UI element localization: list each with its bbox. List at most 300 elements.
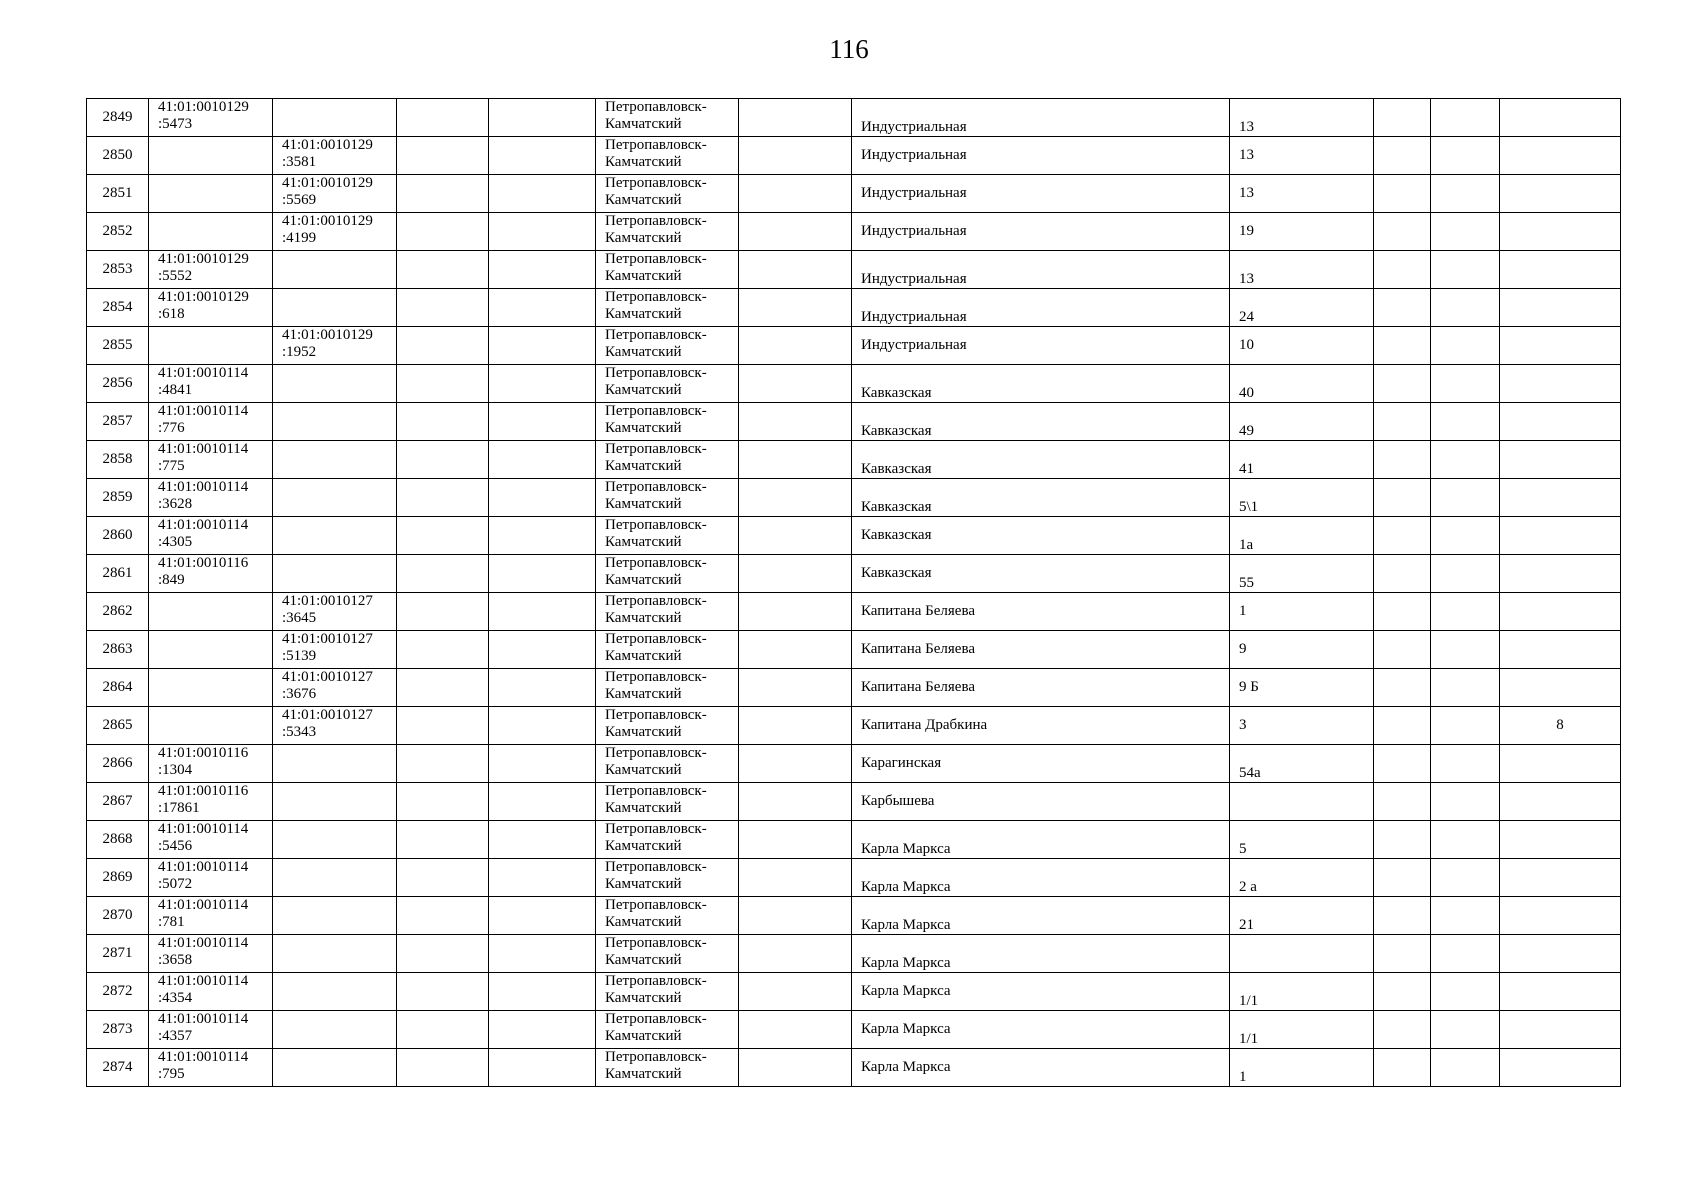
empty-cell — [1374, 897, 1431, 935]
cadastral-number-line: :3645 — [282, 610, 317, 626]
table-row — [87, 935, 1621, 973]
table-row — [87, 289, 1621, 327]
street-cell: Индустриальная — [852, 327, 1230, 365]
cadastral-number-cell — [149, 707, 273, 745]
table-row — [87, 1011, 1621, 1049]
house-number-cell: 3 — [1230, 707, 1374, 745]
city-line: Петропавловск- — [605, 517, 707, 533]
city-cell — [596, 441, 739, 479]
house-number-cell: 2 а — [1230, 859, 1374, 897]
city-line: Петропавловск- — [605, 289, 707, 305]
empty-cell — [1374, 441, 1431, 479]
cadastral-number-line: :3676 — [282, 686, 317, 702]
cadastral-number-alt-cell — [273, 251, 397, 289]
empty-cell — [1374, 251, 1431, 289]
city-line: Петропавловск- — [605, 555, 707, 571]
city-line: Камчатский — [605, 306, 682, 322]
street-cell: Капитана Драбкина — [852, 707, 1230, 745]
street-cell: Карла Маркса — [852, 973, 1230, 1011]
city-cell — [596, 327, 739, 365]
city-cell — [596, 859, 739, 897]
row-number: 2865 — [87, 707, 149, 745]
cadastral-number-cell — [149, 821, 273, 859]
row-number: 2874 — [87, 1049, 149, 1087]
extra-value-cell — [1500, 479, 1621, 517]
empty-cell — [1431, 973, 1500, 1011]
cadastral-number-line: :5569 — [282, 192, 317, 208]
page-number: 116 — [829, 34, 869, 64]
street-cell: Карла Маркса — [852, 897, 1230, 935]
empty-cell — [1431, 137, 1500, 175]
city-cell — [596, 175, 739, 213]
empty-cell — [397, 593, 489, 631]
cadastral-number-alt-cell — [273, 593, 397, 631]
extra-value-cell — [1500, 365, 1621, 403]
house-number-cell — [1230, 935, 1374, 973]
row-number: 2860 — [87, 517, 149, 555]
cadastral-number-line: :776 — [158, 420, 185, 436]
extra-value-cell — [1500, 555, 1621, 593]
empty-cell — [397, 213, 489, 251]
empty-cell — [397, 745, 489, 783]
cadastral-number-alt-cell — [273, 783, 397, 821]
city-line: Петропавловск- — [605, 897, 707, 913]
cadastral-number-alt-cell — [273, 897, 397, 935]
city-line: Камчатский — [605, 990, 682, 1006]
empty-cell — [739, 441, 852, 479]
city-line: Петропавловск- — [605, 441, 707, 457]
street-cell: Капитана Беляева — [852, 593, 1230, 631]
cadastral-number-line: 41:01:0010116 — [158, 555, 249, 571]
street-cell: Карагинская — [852, 745, 1230, 783]
extra-value-cell — [1500, 821, 1621, 859]
house-number-cell: 1а — [1230, 517, 1374, 555]
cadastral-number-line: 41:01:0010114 — [158, 859, 249, 875]
street-cell: Капитана Беляева — [852, 669, 1230, 707]
extra-value-cell — [1500, 327, 1621, 365]
row-number: 2869 — [87, 859, 149, 897]
empty-cell — [1374, 403, 1431, 441]
empty-cell — [397, 403, 489, 441]
empty-cell — [1431, 631, 1500, 669]
registry-table — [86, 98, 1621, 1087]
extra-value-cell — [1500, 935, 1621, 973]
cadastral-number-cell — [149, 517, 273, 555]
row-number: 2855 — [87, 327, 149, 365]
empty-cell — [1431, 99, 1500, 137]
empty-cell — [397, 175, 489, 213]
cadastral-number-line: 41:01:0010114 — [158, 973, 249, 989]
cadastral-number-line: :4841 — [158, 382, 193, 398]
empty-cell — [739, 935, 852, 973]
cadastral-number-line: :4357 — [158, 1028, 193, 1044]
city-line: Камчатский — [605, 116, 682, 132]
cadastral-number-line: :3581 — [282, 154, 317, 170]
cadastral-number-alt-cell — [273, 669, 397, 707]
cadastral-number-cell — [149, 935, 273, 973]
empty-cell — [397, 631, 489, 669]
table-row — [87, 897, 1621, 935]
house-number-cell: 41 — [1230, 441, 1374, 479]
city-line: Петропавловск- — [605, 251, 707, 267]
street-cell: Карбышева — [852, 783, 1230, 821]
empty-cell — [739, 631, 852, 669]
cadastral-number-line: :5343 — [282, 724, 317, 740]
city-line: Петропавловск- — [605, 1049, 707, 1065]
empty-cell — [739, 1049, 852, 1087]
cadastral-number-cell — [149, 669, 273, 707]
city-line: Камчатский — [605, 610, 682, 626]
city-line: Петропавловск- — [605, 99, 707, 115]
cadastral-number-line: :4305 — [158, 534, 193, 550]
empty-cell — [489, 213, 596, 251]
house-number-cell: 19 — [1230, 213, 1374, 251]
empty-cell — [397, 783, 489, 821]
cadastral-number-line: 41:01:0010129 — [158, 289, 249, 305]
extra-value-cell — [1500, 669, 1621, 707]
cadastral-number-cell — [149, 745, 273, 783]
empty-cell — [739, 365, 852, 403]
house-number-cell — [1230, 783, 1374, 821]
empty-cell — [489, 289, 596, 327]
city-line: Камчатский — [605, 458, 682, 474]
row-number: 2868 — [87, 821, 149, 859]
empty-cell — [1431, 669, 1500, 707]
row-number: 2862 — [87, 593, 149, 631]
empty-cell — [397, 669, 489, 707]
empty-cell — [739, 669, 852, 707]
cadastral-number-line: 41:01:0010129 — [282, 175, 373, 191]
street-cell: Кавказская — [852, 517, 1230, 555]
empty-cell — [1374, 631, 1431, 669]
row-number: 2873 — [87, 1011, 149, 1049]
house-number-cell: 13 — [1230, 175, 1374, 213]
empty-cell — [1431, 897, 1500, 935]
house-number-cell: 54а — [1230, 745, 1374, 783]
city-cell — [596, 251, 739, 289]
empty-cell — [397, 973, 489, 1011]
row-number: 2857 — [87, 403, 149, 441]
cadastral-number-alt-cell — [273, 99, 397, 137]
empty-cell — [1374, 555, 1431, 593]
cadastral-number-line: :775 — [158, 458, 185, 474]
empty-cell — [489, 859, 596, 897]
city-line: Петропавловск- — [605, 745, 707, 761]
city-line: Камчатский — [605, 686, 682, 702]
cadastral-number-alt-cell — [273, 973, 397, 1011]
extra-value-cell — [1500, 783, 1621, 821]
empty-cell — [397, 859, 489, 897]
cadastral-number-line: :17861 — [158, 800, 200, 816]
empty-cell — [489, 403, 596, 441]
empty-cell — [489, 175, 596, 213]
city-line: Камчатский — [605, 724, 682, 740]
empty-cell — [1374, 859, 1431, 897]
empty-cell — [739, 137, 852, 175]
empty-cell — [1374, 365, 1431, 403]
empty-cell — [489, 821, 596, 859]
cadastral-number-line: 41:01:0010129 — [282, 213, 373, 229]
empty-cell — [1431, 327, 1500, 365]
empty-cell — [489, 935, 596, 973]
cadastral-number-alt-cell — [273, 707, 397, 745]
empty-cell — [397, 479, 489, 517]
cadastral-number-cell — [149, 365, 273, 403]
empty-cell — [489, 783, 596, 821]
empty-cell — [1431, 1049, 1500, 1087]
table-row — [87, 973, 1621, 1011]
cadastral-number-line: :3628 — [158, 496, 193, 512]
empty-cell — [739, 745, 852, 783]
street-cell: Индустриальная — [852, 175, 1230, 213]
extra-value-cell — [1500, 213, 1621, 251]
table-row — [87, 707, 1621, 745]
empty-cell — [489, 441, 596, 479]
city-line: Камчатский — [605, 572, 682, 588]
street-cell: Карла Маркса — [852, 1011, 1230, 1049]
extra-value-cell — [1500, 175, 1621, 213]
cadastral-number-cell — [149, 973, 273, 1011]
row-number: 2853 — [87, 251, 149, 289]
cadastral-number-alt-cell — [273, 213, 397, 251]
table-row — [87, 365, 1621, 403]
street-cell: Кавказская — [852, 555, 1230, 593]
empty-cell — [739, 251, 852, 289]
empty-cell — [739, 859, 852, 897]
city-cell — [596, 555, 739, 593]
cadastral-number-alt-cell — [273, 403, 397, 441]
cadastral-number-cell — [149, 175, 273, 213]
city-line: Камчатский — [605, 268, 682, 284]
cadastral-number-cell — [149, 327, 273, 365]
empty-cell — [1431, 517, 1500, 555]
city-line: Петропавловск- — [605, 593, 707, 609]
city-cell — [596, 897, 739, 935]
city-line: Камчатский — [605, 838, 682, 854]
row-number: 2859 — [87, 479, 149, 517]
city-line: Петропавловск- — [605, 213, 707, 229]
cadastral-number-alt-cell — [273, 745, 397, 783]
street-cell: Капитана Беляева — [852, 631, 1230, 669]
cadastral-number-alt-cell — [273, 631, 397, 669]
empty-cell — [1431, 745, 1500, 783]
row-number: 2871 — [87, 935, 149, 973]
empty-cell — [489, 593, 596, 631]
empty-cell — [1431, 821, 1500, 859]
cadastral-number-cell — [149, 1011, 273, 1049]
street-cell: Индустриальная — [852, 137, 1230, 175]
empty-cell — [1374, 137, 1431, 175]
empty-cell — [1431, 251, 1500, 289]
city-cell — [596, 669, 739, 707]
table-row — [87, 137, 1621, 175]
house-number-cell: 13 — [1230, 137, 1374, 175]
city-cell — [596, 821, 739, 859]
house-number-cell: 9 Б — [1230, 669, 1374, 707]
city-line: Петропавловск- — [605, 821, 707, 837]
cadastral-number-cell — [149, 631, 273, 669]
cadastral-number-line: 41:01:0010114 — [158, 441, 249, 457]
house-number-cell: 49 — [1230, 403, 1374, 441]
extra-value-cell — [1500, 517, 1621, 555]
cadastral-number-line: :5552 — [158, 268, 193, 284]
cadastral-number-alt-cell — [273, 859, 397, 897]
cadastral-number-line: 41:01:0010116 — [158, 745, 249, 761]
empty-cell — [1374, 175, 1431, 213]
empty-cell — [489, 517, 596, 555]
empty-cell — [1431, 441, 1500, 479]
empty-cell — [489, 897, 596, 935]
cadastral-number-line: 41:01:0010114 — [158, 1011, 249, 1027]
empty-cell — [397, 365, 489, 403]
table-row — [87, 99, 1621, 137]
street-cell: Индустриальная — [852, 251, 1230, 289]
row-number: 2867 — [87, 783, 149, 821]
row-number: 2851 — [87, 175, 149, 213]
empty-cell — [739, 175, 852, 213]
extra-value-cell — [1500, 403, 1621, 441]
cadastral-number-line: 41:01:0010129 — [158, 251, 249, 267]
cadastral-number-cell — [149, 251, 273, 289]
city-cell — [596, 745, 739, 783]
empty-cell — [489, 1011, 596, 1049]
cadastral-number-line: 41:01:0010114 — [158, 517, 249, 533]
house-number-cell: 5\1 — [1230, 479, 1374, 517]
cadastral-number-cell — [149, 99, 273, 137]
cadastral-number-line: 41:01:0010114 — [158, 365, 249, 381]
extra-value-cell — [1500, 441, 1621, 479]
empty-cell — [489, 479, 596, 517]
empty-cell — [1374, 479, 1431, 517]
city-cell — [596, 517, 739, 555]
empty-cell — [739, 479, 852, 517]
table-row — [87, 745, 1621, 783]
city-cell — [596, 213, 739, 251]
cadastral-number-line: :5072 — [158, 876, 193, 892]
city-cell — [596, 1011, 739, 1049]
empty-cell — [397, 1049, 489, 1087]
cadastral-number-line: 41:01:0010129 — [282, 137, 373, 153]
street-cell: Кавказская — [852, 479, 1230, 517]
empty-cell — [489, 555, 596, 593]
empty-cell — [1431, 1011, 1500, 1049]
city-line: Петропавловск- — [605, 783, 707, 799]
empty-cell — [489, 327, 596, 365]
empty-cell — [739, 707, 852, 745]
city-line: Петропавловск- — [605, 403, 707, 419]
street-cell: Кавказская — [852, 365, 1230, 403]
empty-cell — [1374, 517, 1431, 555]
table-row — [87, 821, 1621, 859]
house-number-cell: 1/1 — [1230, 973, 1374, 1011]
empty-cell — [489, 669, 596, 707]
empty-cell — [489, 365, 596, 403]
street-cell: Карла Маркса — [852, 859, 1230, 897]
empty-cell — [397, 99, 489, 137]
street-cell: Индустриальная — [852, 289, 1230, 327]
empty-cell — [739, 213, 852, 251]
cadastral-number-cell — [149, 137, 273, 175]
city-cell — [596, 935, 739, 973]
empty-cell — [1431, 935, 1500, 973]
cadastral-number-line: 41:01:0010129 — [282, 327, 373, 343]
extra-value-cell — [1500, 973, 1621, 1011]
empty-cell — [739, 99, 852, 137]
row-number: 2858 — [87, 441, 149, 479]
empty-cell — [1431, 859, 1500, 897]
cadastral-number-line: :4354 — [158, 990, 193, 1006]
extra-value-cell — [1500, 745, 1621, 783]
extra-value-cell — [1500, 99, 1621, 137]
city-line: Камчатский — [605, 762, 682, 778]
empty-cell — [1374, 99, 1431, 137]
table-row — [87, 631, 1621, 669]
city-line: Камчатский — [605, 534, 682, 550]
house-number-cell: 10 — [1230, 327, 1374, 365]
city-line: Камчатский — [605, 420, 682, 436]
row-number: 2854 — [87, 289, 149, 327]
cadastral-number-line: :849 — [158, 572, 185, 588]
house-number-cell: 13 — [1230, 251, 1374, 289]
empty-cell — [1374, 707, 1431, 745]
extra-value-cell — [1500, 593, 1621, 631]
empty-cell — [397, 441, 489, 479]
city-line: Петропавловск- — [605, 707, 707, 723]
city-line: Камчатский — [605, 800, 682, 816]
city-cell — [596, 783, 739, 821]
city-line: Петропавловск- — [605, 859, 707, 875]
city-cell — [596, 403, 739, 441]
empty-cell — [489, 99, 596, 137]
cadastral-number-line: 41:01:0010127 — [282, 593, 373, 609]
row-number: 2864 — [87, 669, 149, 707]
cadastral-number-line: :1952 — [282, 344, 317, 360]
cadastral-number-line: :5139 — [282, 648, 317, 664]
cadastral-number-alt-cell — [273, 441, 397, 479]
empty-cell — [1431, 479, 1500, 517]
city-line: Петропавловск- — [605, 175, 707, 191]
cadastral-number-line: :795 — [158, 1066, 185, 1082]
row-number: 2856 — [87, 365, 149, 403]
house-number-cell: 55 — [1230, 555, 1374, 593]
empty-cell — [489, 631, 596, 669]
empty-cell — [1431, 593, 1500, 631]
street-cell: Карла Маркса — [852, 935, 1230, 973]
cadastral-number-line: 41:01:0010127 — [282, 631, 373, 647]
empty-cell — [1374, 973, 1431, 1011]
empty-cell — [397, 327, 489, 365]
table-row — [87, 783, 1621, 821]
empty-cell — [1431, 555, 1500, 593]
city-line: Камчатский — [605, 1028, 682, 1044]
empty-cell — [489, 1049, 596, 1087]
cadastral-number-alt-cell — [273, 935, 397, 973]
table-row — [87, 213, 1621, 251]
empty-cell — [739, 327, 852, 365]
city-cell — [596, 289, 739, 327]
cadastral-number-line: 41:01:0010127 — [282, 669, 373, 685]
cadastral-number-cell — [149, 783, 273, 821]
row-number: 2863 — [87, 631, 149, 669]
city-line: Петропавловск- — [605, 935, 707, 951]
extra-value-cell — [1500, 1049, 1621, 1087]
empty-cell — [739, 403, 852, 441]
city-cell — [596, 631, 739, 669]
city-cell — [596, 365, 739, 403]
city-cell — [596, 137, 739, 175]
house-number-cell: 1/1 — [1230, 1011, 1374, 1049]
row-number: 2861 — [87, 555, 149, 593]
